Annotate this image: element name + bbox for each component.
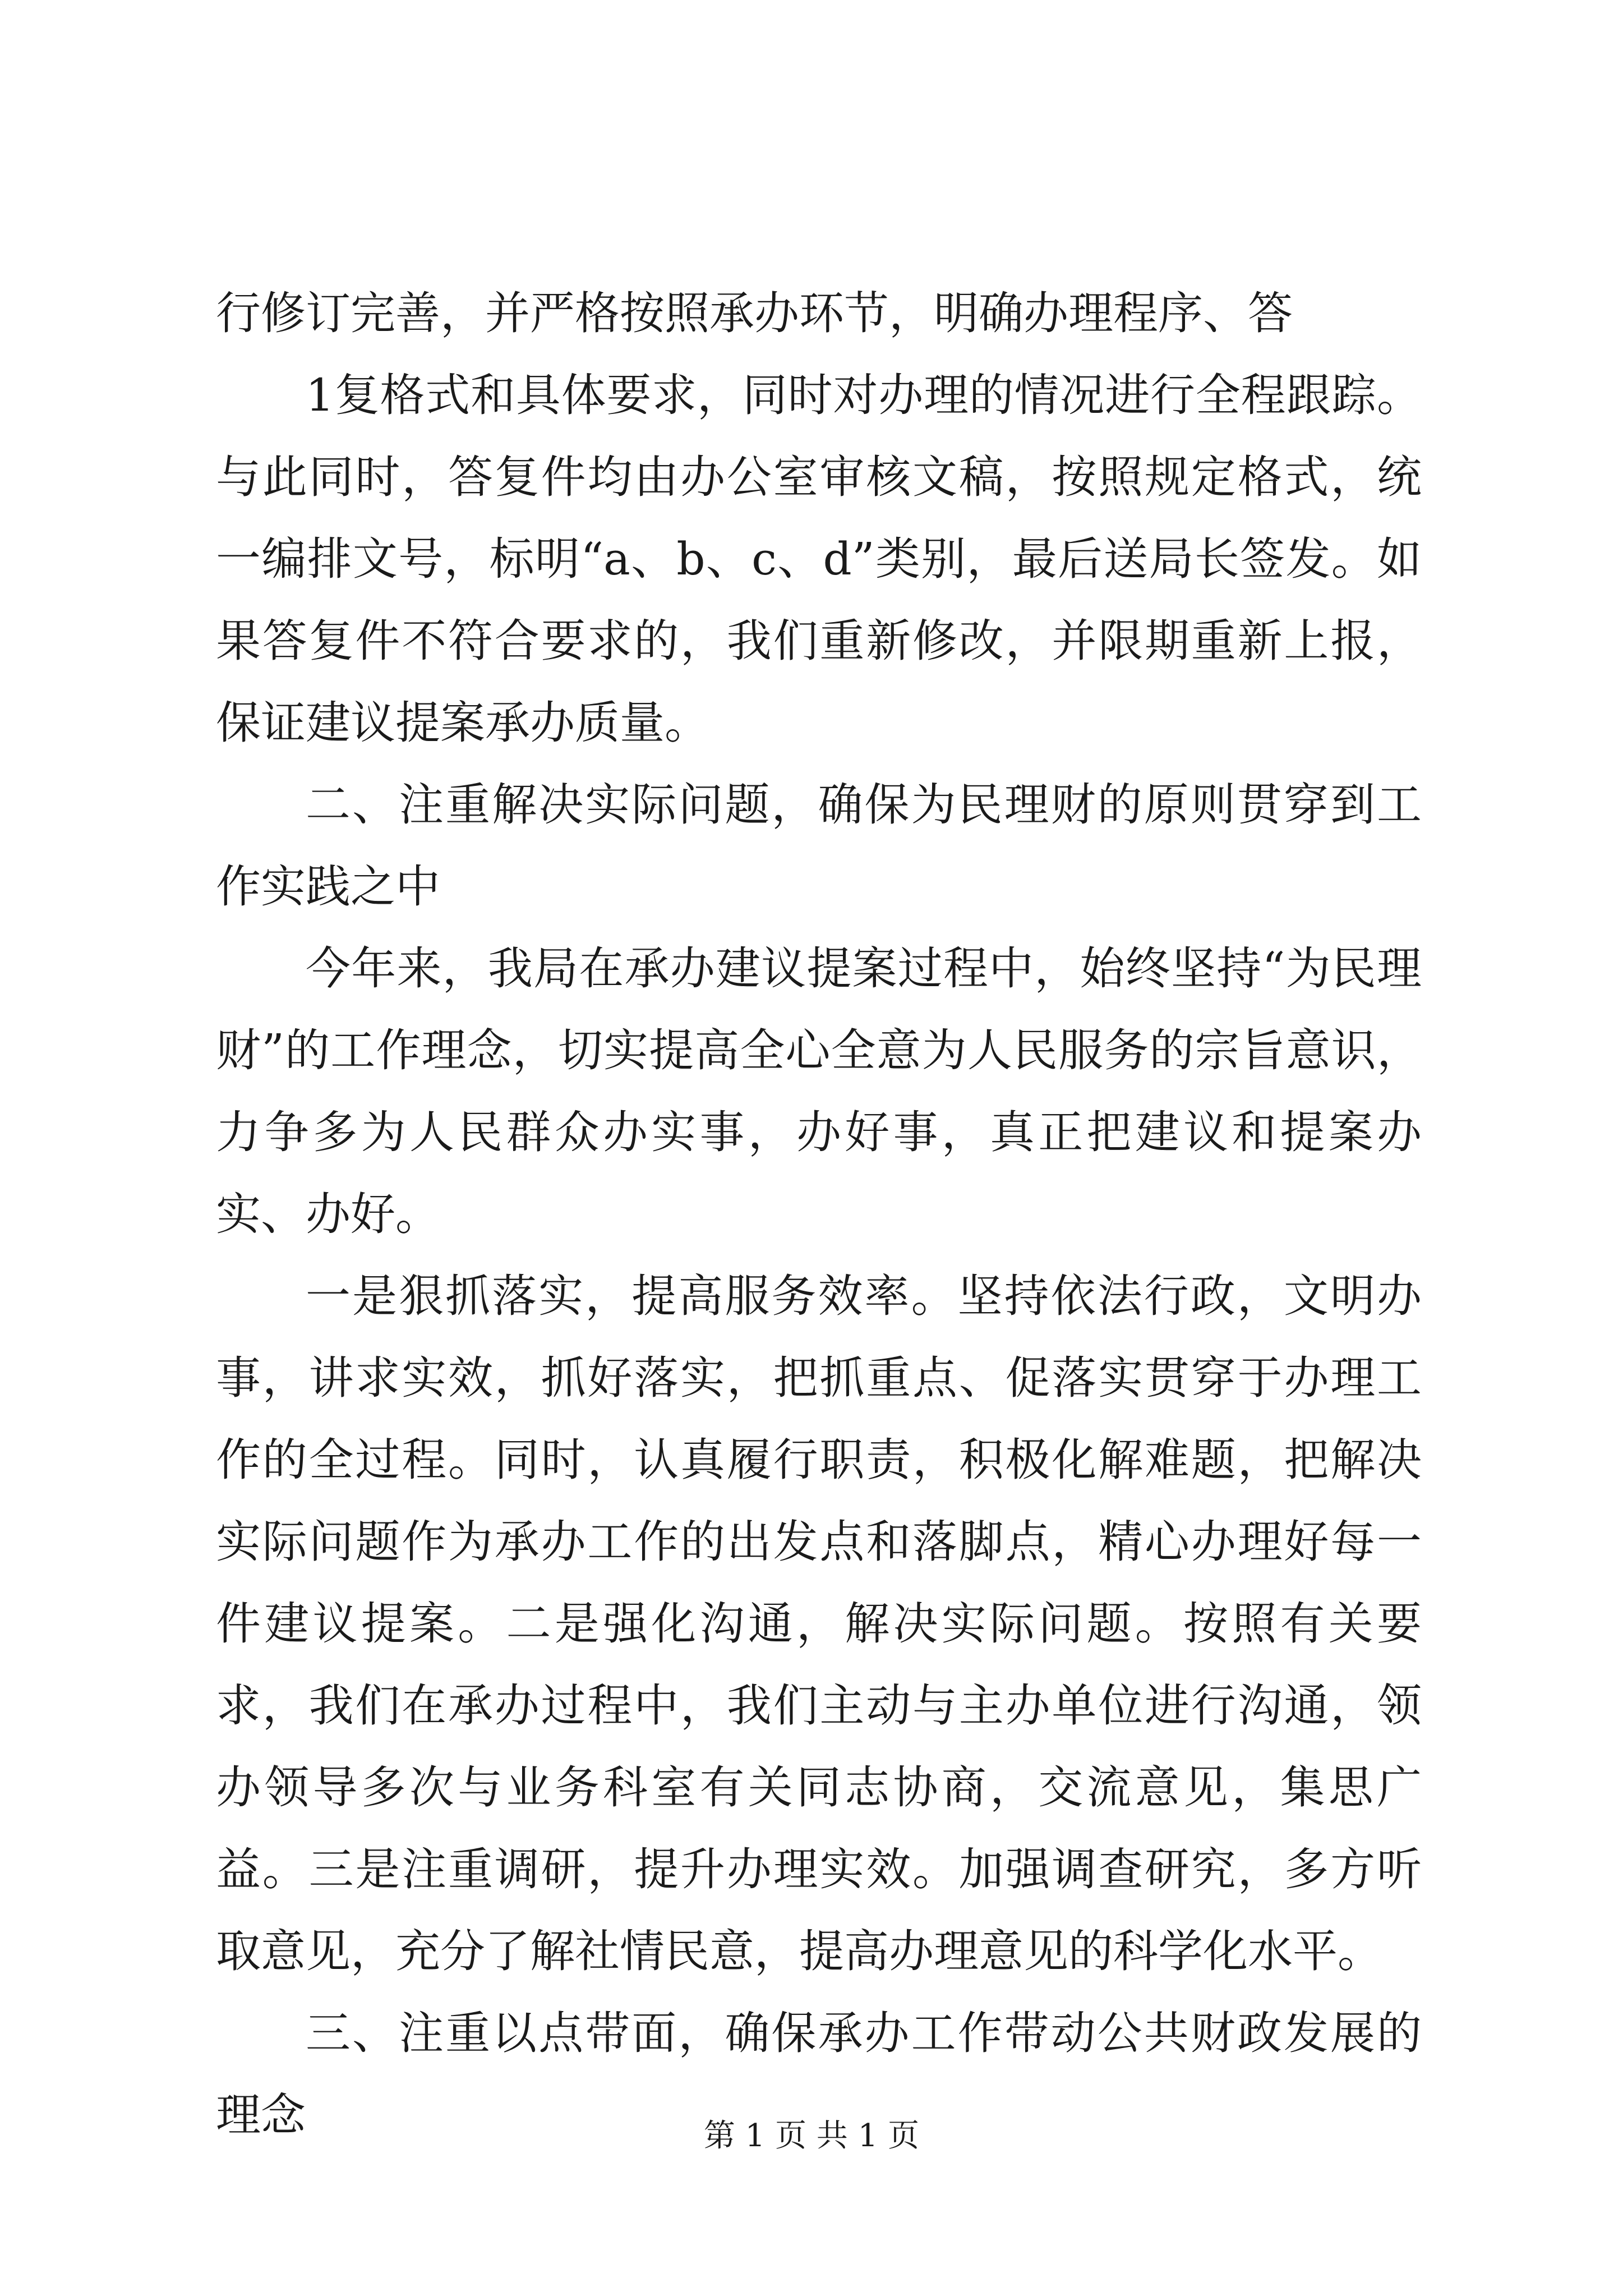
- paragraph-this-year: 今年来，我局在承办建议提案过程中，始终坚持“为民理财”的工作理念，切实提高全心全意为人民服务的宗旨意识，力争多为人民群众办实事，办好事，真正把建议和提案办实、办好。: [216, 942, 1422, 1240]
- paragraph-continuation: 行修订完善，并严格按照承办环节，明确办理程序、答: [216, 287, 1293, 339]
- section-heading-three: 三、注重以点带面，确保承办工作带动公共财政发展的理念: [216, 2007, 1422, 2141]
- paragraph-reply-format: 1复格式和具体要求，同时对办理的情况进行全程跟踪。与此同时，答复件均由办公室审核文稿，按照规定格式，统一编排文号，标明“a、b、c、d”类别，最后送局长签发。如果答复件不符合要求的，我们重新修改，并限期重新上报，保证建议提案承办质量。: [216, 369, 1422, 749]
- page-footer: 第 1 页 共 1 页: [703, 2118, 920, 2154]
- document-body: [216, 273, 1422, 2156]
- paragraph-implementation: 一是狠抓落实，提高服务效率。坚持依法行政，文明办事，讲求实效，抓好落实，把抓重点、促落实贯穿于办理工作的全过程。同时，认真履行职责，积极化解难题，把解决实际问题作为承办工作的出发点和落脚点，精心办理好每一件建议提案。二是强化沟通，解决实际问题。按照有关要求，我们在承办过程中，我们主动与主办单位进行沟通，领办领导多次与业务科室有关同志协商，交流意见，集思广益。三是注重调研，提升办理实效。加强调查研究，多方听取意见，充分了解社情民意，提高办理意见的科学化水平。: [216, 1270, 1422, 1977]
- section-heading-two: 二、注重解决实际问题，确保为民理财的原则贯穿到工作实践之中: [216, 779, 1422, 913]
